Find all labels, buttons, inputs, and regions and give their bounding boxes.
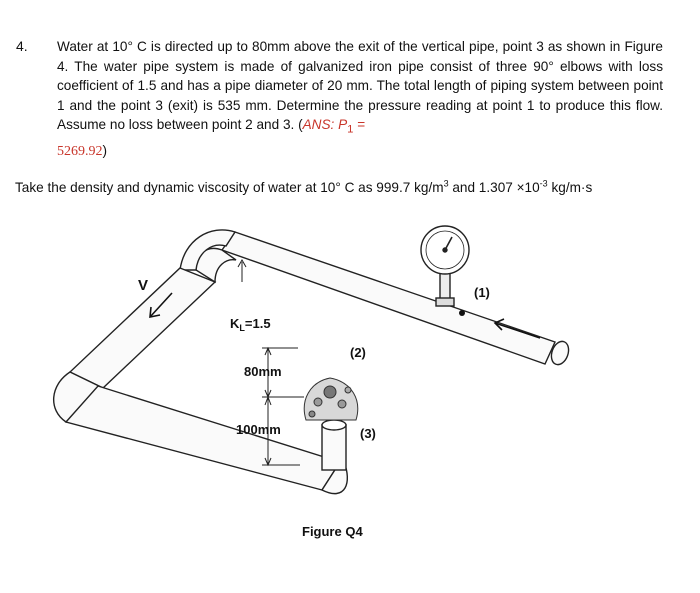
answer-label: ANS: $P_1$ = 5269.92 [57,117,366,159]
water-jet [304,378,357,420]
loss-coefficient-label: $K_L=1.5$ [230,316,271,333]
lower-horizontal-pipe [66,386,340,490]
point-1-marker [459,310,465,316]
dimension-80mm-label: 80mm [244,364,282,379]
answer-value: 5269.92 [57,143,103,159]
figure-caption: Figure Q4 [302,524,363,539]
point-2-label: (2) [350,345,366,360]
question-number: 4. [16,38,28,54]
fluid-properties-note: Take the density and dynamic viscosity of water at 10° C as 999.7 $kg/m^3$ and $1.307 \times 10^{-3}$ kg/m·s [15,178,593,195]
dimension-100mm-label: 100mm [236,422,281,437]
point-1-label: (1) [474,285,490,300]
pipe-system-figure [0,200,700,530]
answer-close: ) [102,142,108,158]
velocity-label: V [138,277,149,294]
upper-horizontal-pipe [222,232,572,367]
question-text [57,37,663,161]
point-3-label: (3) [360,426,376,441]
pressure-gauge-icon [421,226,469,306]
question-body: Water at 10° C is directed up to 80mm above the exit of the vertical pipe, point 3 as shown in Figure 4. The water pipe system is made of galvanized iron pipe consist of three 90° elbows with loss coefficient of 1.5 and has a pipe diameter of 20 mm. The total length of piping system between point 1 and the point 3 (exit) is 535 mm. Determine the pressure reading at point 1 to produce this flow. Assume no loss between point 2 and 3. ( [57,39,663,133]
